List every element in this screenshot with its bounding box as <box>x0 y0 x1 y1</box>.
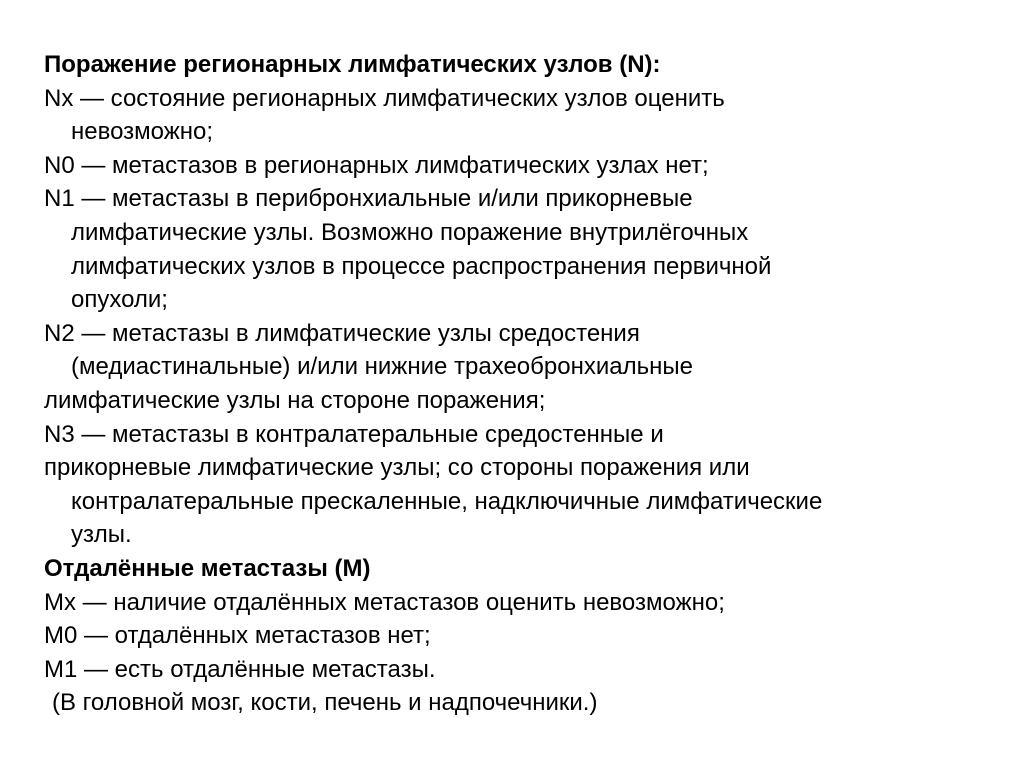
n3-line-continued: узлы. <box>71 521 132 549</box>
heading-distant-metastases: Отдалённые метастазы (M) <box>44 554 371 582</box>
m0-line: M0 — отдалённых метастазов нет; <box>44 622 431 650</box>
n1-line-continued: опухоли; <box>71 286 168 314</box>
slide-text-block <box>44 48 1004 720</box>
n1-line-continued: лимфатических узлов в процессе распространения первичной <box>71 252 772 280</box>
m1-note: (В головной мозг, кости, печень и надпочечники.) <box>52 689 598 717</box>
n1-line: N1 — метастазы в перибронхиальные и/или прикорневые <box>44 185 693 213</box>
heading-regional-lymph-nodes: Поражение регионарных лимфатических узлов (N): <box>44 51 661 78</box>
mx-line: Mx — наличие отдалённых метастазов оценить невозможно; <box>44 588 725 616</box>
n2-line-continued: лимфатические узлы на стороне поражения; <box>44 386 546 414</box>
n3-line: N3 — метастазы в контралатеральные средостенные и <box>44 420 664 448</box>
n3-line-continued: контралатеральные прескаленные, надключичные лимфатические <box>71 487 823 515</box>
nx-line: Nx — состояние регионарных лимфатических узлов оценить <box>44 84 725 112</box>
n3-line-continued: прикорневые лимфатические узлы; со стороны поражения или <box>44 454 750 482</box>
n0-line: N0 — метастазов в регионарных лимфатических узлах нет; <box>44 151 709 179</box>
nx-line-continued: невозможно; <box>71 118 214 146</box>
n1-line-continued: лимфатические узлы. Возможно поражение внутрилёгочных <box>71 218 749 246</box>
n2-line: N2 — метастазы в лимфатические узлы средостения <box>44 319 640 347</box>
n2-line-continued: (медиастинальные) и/или нижние трахеобронхиальные <box>71 353 693 381</box>
m1-line: M1 — есть отдалённые метастазы. <box>44 655 436 683</box>
